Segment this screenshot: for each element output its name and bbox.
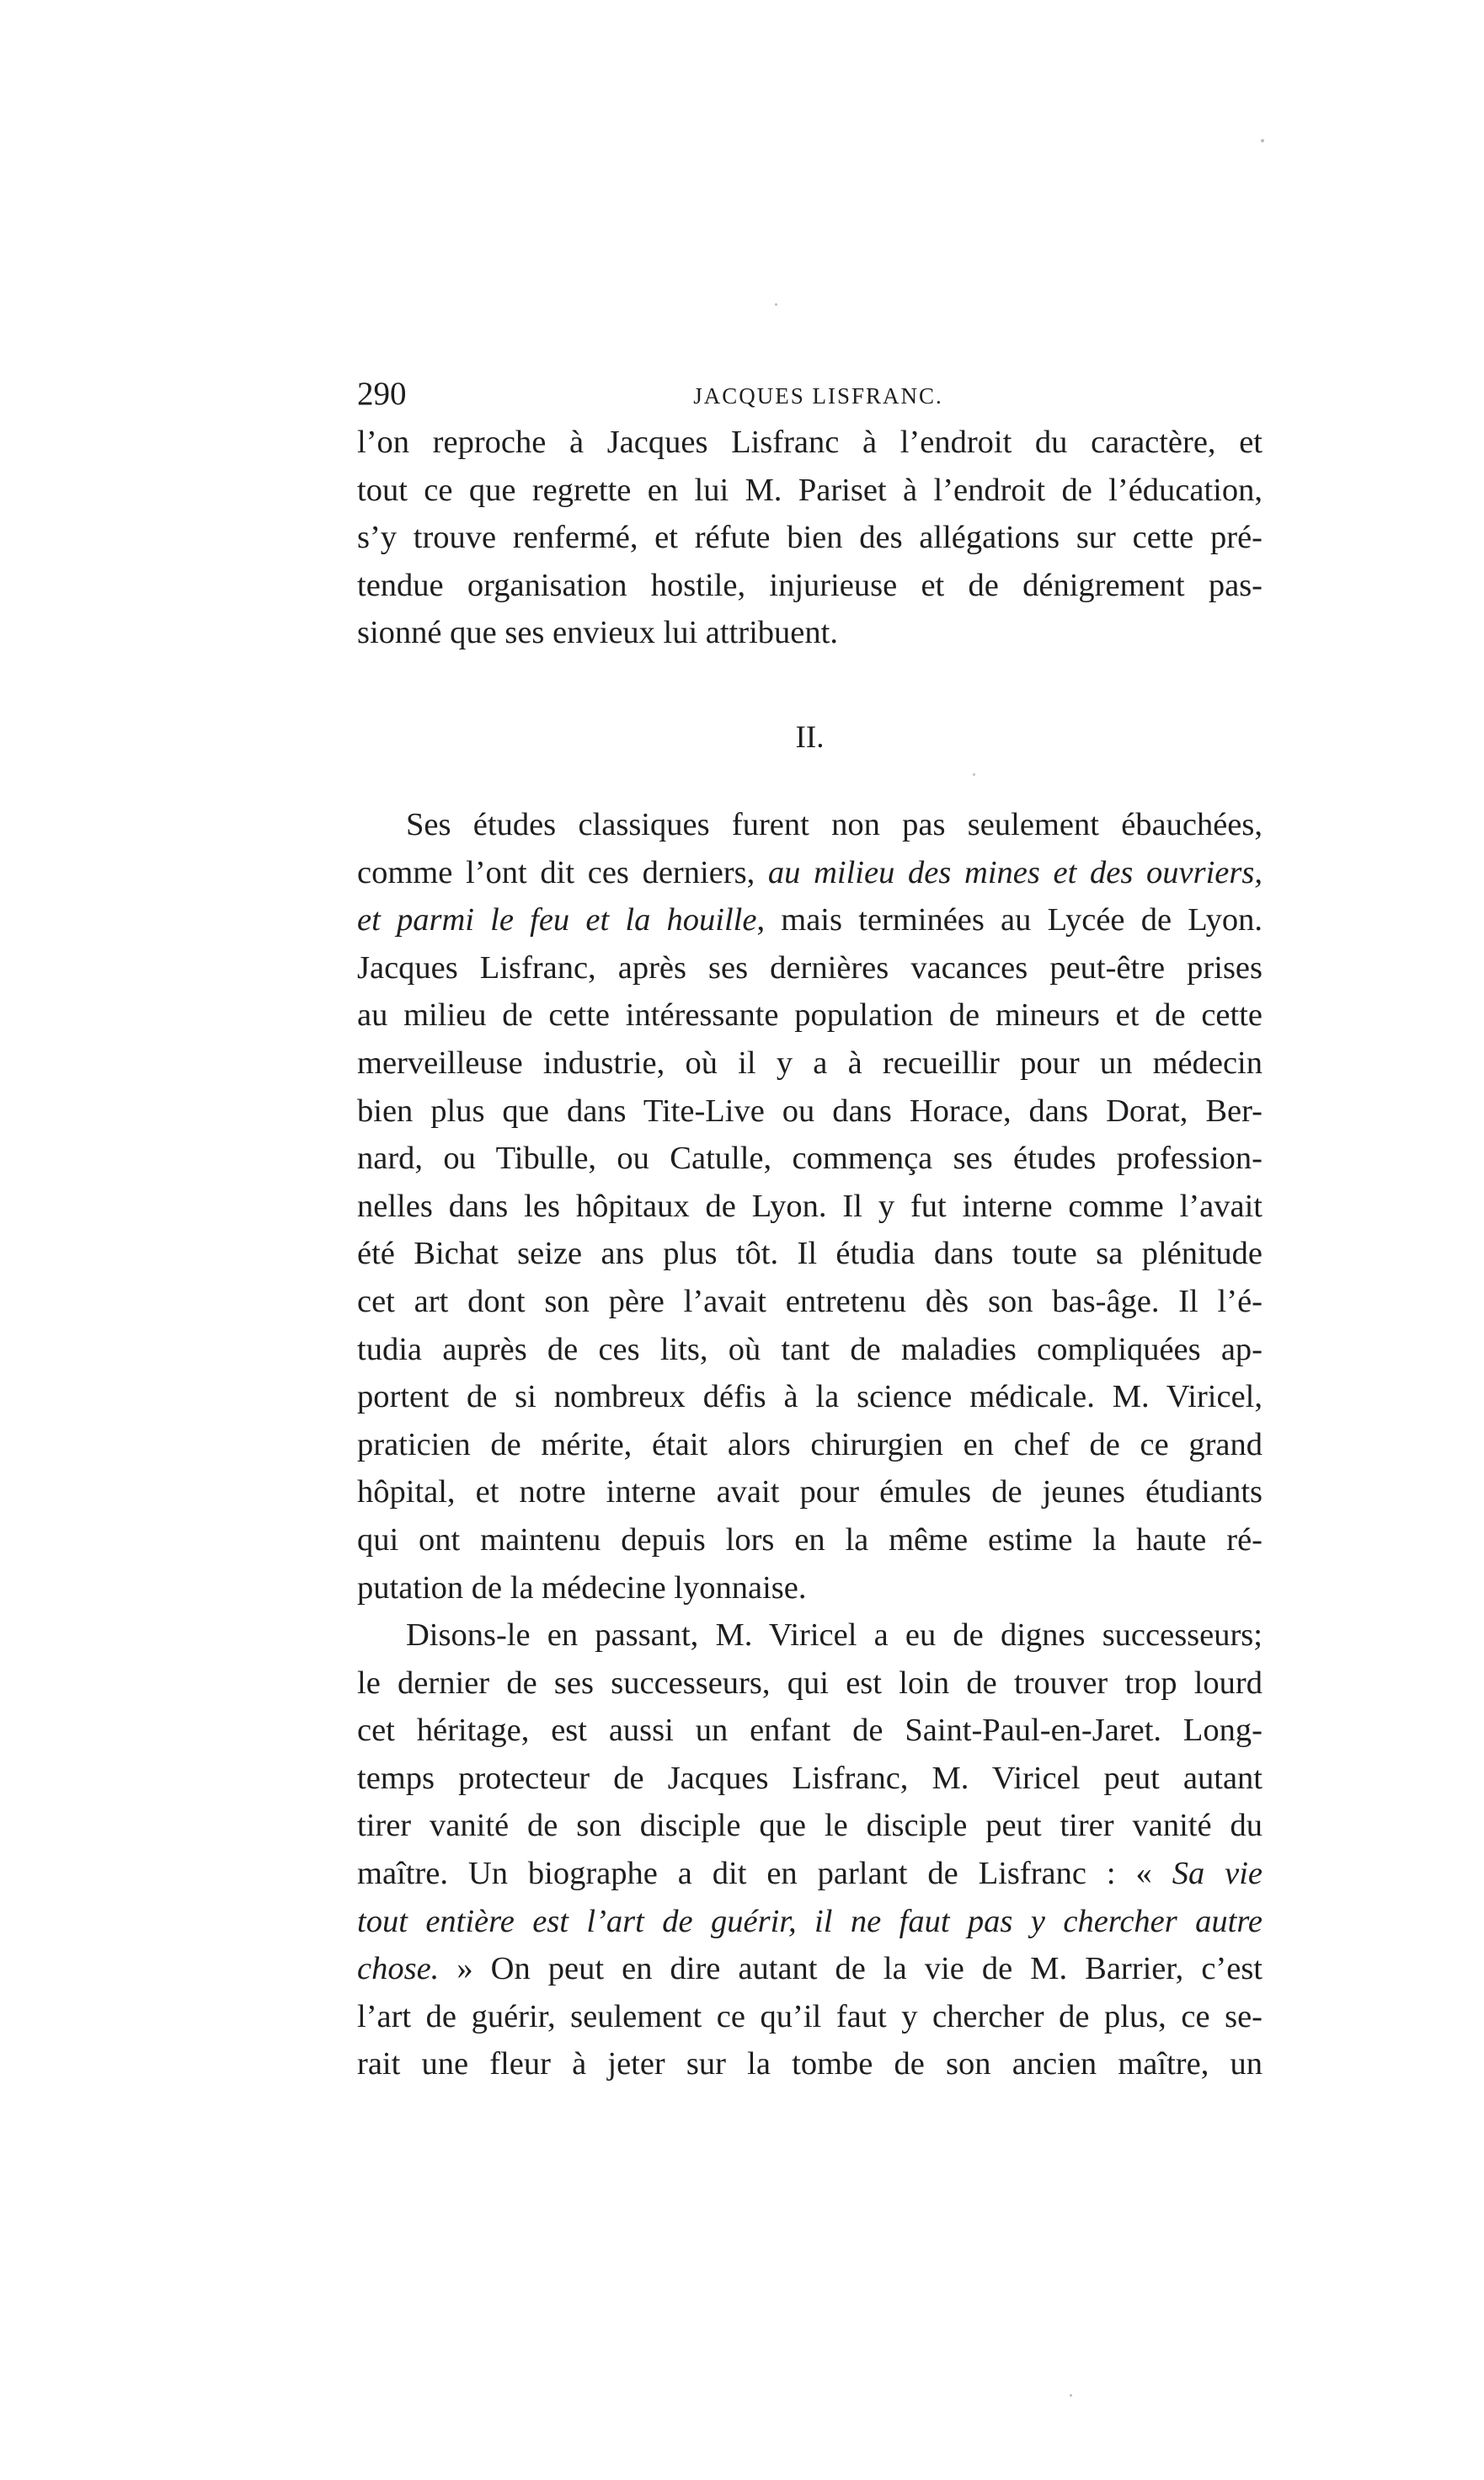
- text-line: tendue organisation hostile, injurieuse et de dénigrement pas-: [357, 567, 1262, 603]
- text-line: rait une fleur à jeter sur la tombe de son ancien maître, un: [357, 2046, 1262, 2082]
- text-line: s’y trouve renfermé, et réfute bien des allégations sur cette pré-: [357, 520, 1262, 556]
- text-run: maître. Un biographe a dit en parlant de Lisfranc : «: [357, 1856, 1172, 1892]
- text-line: praticien de mérite, était alors chirurgien en chef de ce grand: [357, 1426, 1262, 1462]
- text-line: au milieu de cette intéressante population de mineurs et de cette: [357, 997, 1262, 1034]
- text-run: , mais terminées au Lycée de Lyon.: [756, 902, 1262, 938]
- text-line: qui ont maintenu depuis lors en la même estime la haute ré-: [357, 1521, 1262, 1558]
- running-title: JACQUES LISFRANC.: [693, 383, 943, 409]
- paper-speck: [973, 773, 975, 776]
- text-line: Disons-le en passant, M. Viricel a eu de dignes successeurs;: [406, 1617, 1262, 1654]
- text-line: l’on reproche à Jacques Lisfranc à l’endroit du caractère, et: [357, 425, 1262, 460]
- text-line: [357, 1850, 1262, 1898]
- text-line: [357, 1945, 1262, 1993]
- text-line: le dernier de ses successeurs, qui est loin de trouver trop lourd: [357, 1665, 1262, 1701]
- text-line: temps protecteur de Jacques Lisfranc, M. Viricel peut autant: [357, 1760, 1262, 1796]
- text-line: été Bichat seize ans plus tôt. Il étudia dans toute sa plénitude: [357, 1236, 1262, 1272]
- text-line: putation de la médecine lyonnaise.: [357, 1569, 807, 1606]
- text-line: [357, 849, 1262, 897]
- paper-speck: [775, 303, 777, 306]
- text-line: nard, ou Tibulle, ou Catulle, commença ses études profession-: [357, 1141, 1262, 1177]
- text-line: tout entière est l’art de guérir, il ne faut pas y chercher autre: [357, 1903, 1262, 1939]
- text-line: hôpital, et notre interne avait pour émules de jeunes étudiants: [357, 1474, 1262, 1510]
- italic-run: chose.: [357, 1951, 440, 1987]
- page-header: [357, 369, 1262, 420]
- text-line: [357, 896, 1262, 944]
- italic-run: au milieu des mines et des ouvriers,: [767, 854, 1262, 890]
- text-line: l’art de guérir, seulement ce qu’il faut y chercher de plus, ce se-: [357, 1998, 1262, 2034]
- intro-paragraph: [357, 419, 1262, 657]
- body-text: [357, 801, 1262, 2088]
- italic-run: et parmi le feu et la houille: [357, 902, 757, 938]
- text-line: nelles dans les hôpitaux de Lyon. Il y fut interne comme l’avait: [357, 1188, 1262, 1224]
- text-line: tudia auprès de ces lits, où tant de maladies compliquées ap-: [357, 1331, 1262, 1367]
- page-number: 290: [357, 376, 407, 412]
- text-line: tout ce que regrette en lui M. Pariset à l’endroit de l’éducation,: [357, 472, 1262, 508]
- text-run: comme l’ont dit ces derniers,: [357, 854, 768, 890]
- text-line: cet art dont son père l’avait entretenu dès son bas-âge. Il l’é-: [357, 1283, 1262, 1319]
- text-line: Jacques Lisfranc, après ses dernières vacances peut-être prises: [357, 949, 1262, 986]
- paper-speck: [1261, 139, 1264, 142]
- section-heading: II.: [795, 720, 825, 755]
- paper-speck: [1070, 2394, 1072, 2397]
- text-line: bien plus que dans Tite-Live ou dans Horace, dans Dorat, Ber-: [357, 1093, 1262, 1129]
- text-line: Ses études classiques furent non pas seulement ébauchées,: [406, 807, 1262, 842]
- text-line: sionné que ses envieux lui attribuent.: [357, 615, 838, 651]
- text-line: tirer vanité de son disciple que le disciple peut tirer vanité du: [357, 1808, 1262, 1844]
- text-line: portent de si nombreux défis à la science médicale. M. Viricel,: [357, 1379, 1262, 1415]
- text-run: » On peut en dire autant de la vie de M. Barrier, c’est: [439, 1951, 1262, 1987]
- italic-run: Sa vie: [1172, 1856, 1263, 1892]
- text-line: cet héritage, est aussi un enfant de Saint-Paul-en-Jaret. Long-: [357, 1713, 1262, 1749]
- text-line: merveilleuse industrie, où il y a à recueillir pour un médecin: [357, 1045, 1262, 1081]
